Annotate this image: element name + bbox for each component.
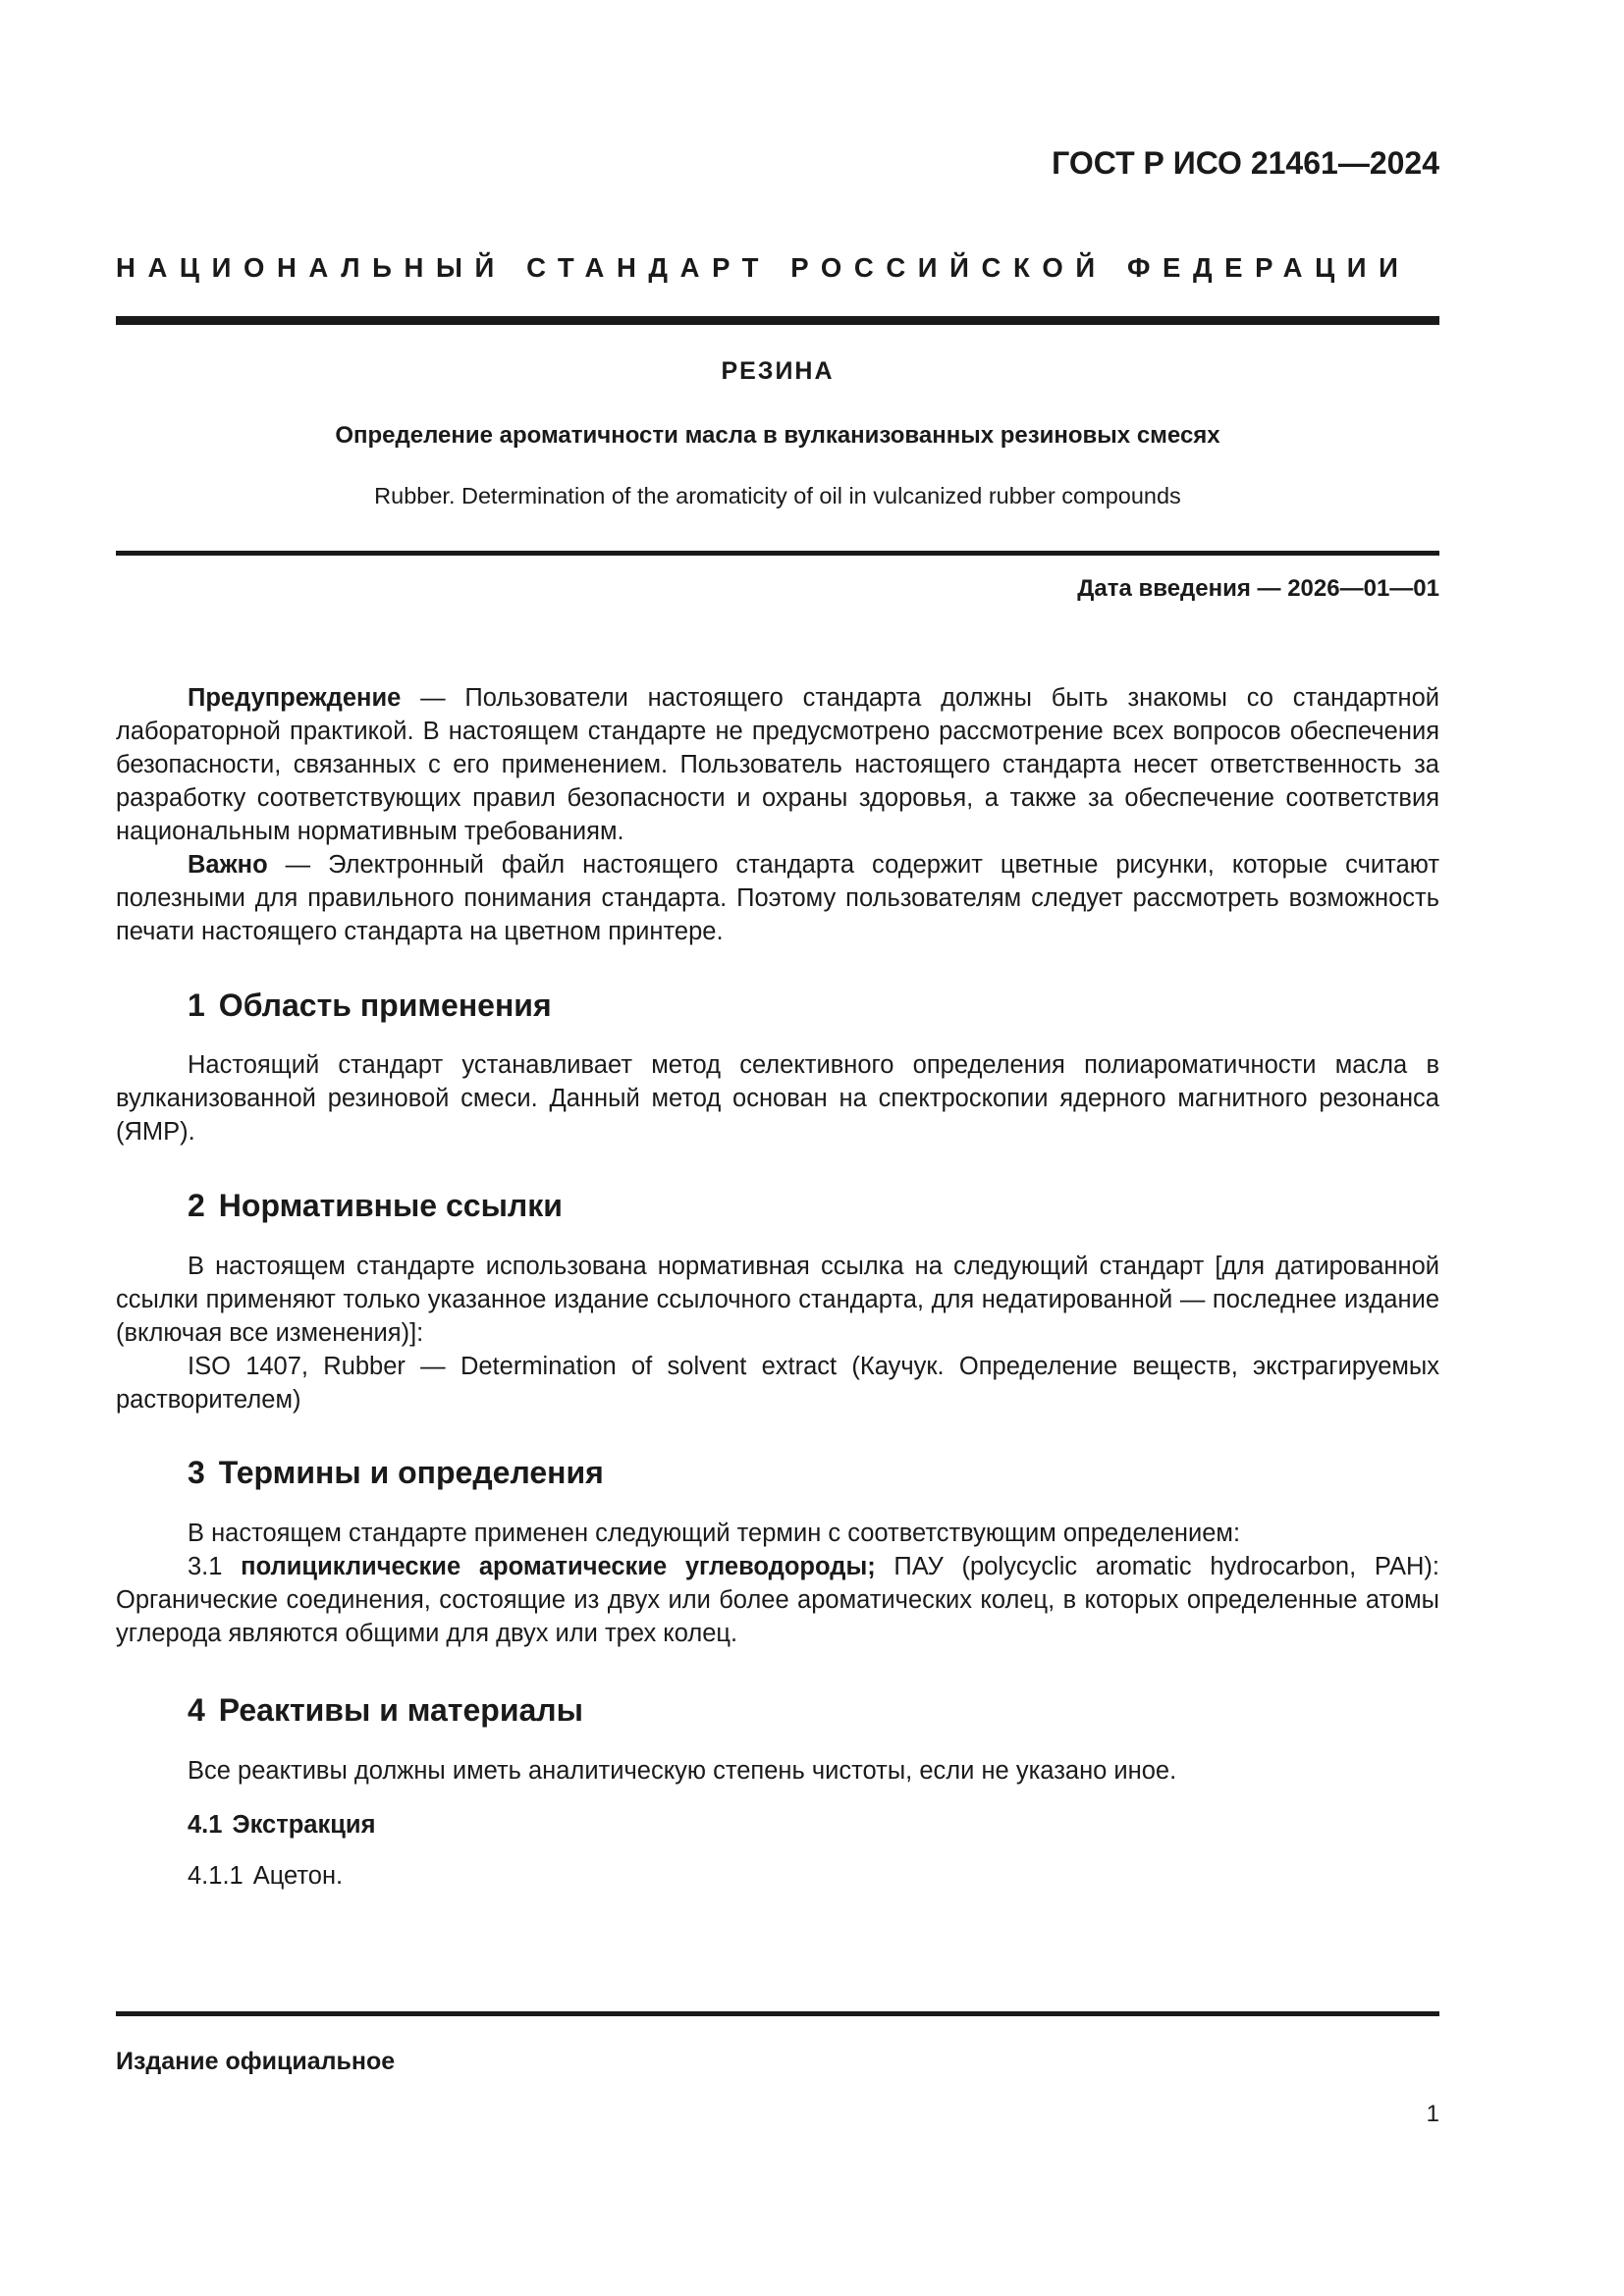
section-number: 1 bbox=[188, 988, 205, 1023]
section-title: Реактивы и материалы bbox=[218, 1692, 583, 1728]
official-edition-label: Издание официальное bbox=[116, 2048, 396, 2075]
section-1-text: Настоящий стандарт устанавливает метод селективного определения полиароматичности масла в вулканизованной резиновой смеси. Данный метод основан на спектроскопии ядерного магнитного резонанса (ЯМР). bbox=[116, 1051, 1439, 1146]
section-2-heading bbox=[188, 1188, 563, 1224]
section-title: Область применения bbox=[218, 988, 552, 1023]
section-3-heading bbox=[188, 1455, 604, 1491]
national-standard-heading: НАЦИОНАЛЬНЫЙ СТАНДАРТ РОССИЙСКОЙ ФЕДЕРАЦИИ bbox=[116, 252, 1411, 283]
section-3-text: В настоящем стандарте применен следующий термин с соответствующим определением: bbox=[188, 1520, 1241, 1547]
warning-text: — Пользователи настоящего стандарта должны быть знакомы со стандартной лабораторной практикой. В настоящем стандарте не предусмотрено рассмотрение всех вопросов обеспечения безопасности, связанных с его применением. Пользователь настоящего стандарта несет ответственность за разработку соответствующих правил безопасности и охраны здоровья, а также за обеспечение соответствия национальным нормативным требованиям. bbox=[116, 684, 1439, 845]
normative-reference: ISO 1407, Rubber — Determination of solvent extract (Каучук. Определение веществ, экстрагируемых растворителем) bbox=[116, 1353, 1439, 1414]
section-title: Термины и определения bbox=[218, 1455, 604, 1490]
document-title-english: Rubber. Determination of the aromaticity of oil in vulcanized rubber compounds bbox=[374, 483, 1181, 508]
section-title: Нормативные ссылки bbox=[218, 1188, 563, 1223]
term-definition-text: ПАУ (polycyclic aromatic hydrocarbon, PAH): Органические соединения, состоящие из двух или более ароматических колец, в которых определенные атомы углерода являются общими для двух или трех колец. bbox=[116, 1553, 1439, 1647]
document-code: ГОСТ Р ИСО 21461—2024 bbox=[1052, 145, 1439, 181]
section-4-heading bbox=[188, 1692, 583, 1729]
item-number: 4.1.1 bbox=[188, 1862, 244, 1890]
warning-label: Предупреждение bbox=[188, 684, 402, 712]
section-1-heading bbox=[188, 988, 552, 1024]
term-definition bbox=[116, 1550, 1439, 1650]
title-divider bbox=[116, 551, 1439, 556]
important-text: — Электронный файл настоящего стандарта содержит цветные рисунки, которые считают полезными для правильного понимания стандарта. Поэтому пользователям следует рассмотреть возможность печати настоящего стандарта на цветном принтере. bbox=[116, 851, 1439, 945]
subsection-title: Экстракция bbox=[232, 1811, 376, 1839]
subsection-number: 4.1 bbox=[188, 1811, 223, 1839]
introduction-date: Дата введения — 2026—01—01 bbox=[1077, 575, 1439, 602]
important-label: Важно bbox=[188, 851, 268, 879]
item-text: Ацетон. bbox=[252, 1862, 344, 1890]
section-number: 3 bbox=[188, 1455, 205, 1490]
header-divider bbox=[116, 316, 1439, 325]
footer-divider bbox=[116, 2011, 1439, 2016]
important-paragraph bbox=[116, 848, 1439, 948]
term-name: полициклические ароматические углеводороды; bbox=[241, 1553, 876, 1580]
page-number: 1 bbox=[1426, 2101, 1439, 2127]
section-4-text: Все реактивы должны иметь аналитическую степень чистоты, если не указано иное. bbox=[188, 1757, 1177, 1785]
section-number: 4 bbox=[188, 1692, 205, 1728]
section-number: 2 bbox=[188, 1188, 205, 1223]
document-title: РЕЗИНА bbox=[721, 357, 835, 385]
subsection-4-1-heading bbox=[188, 1811, 375, 1840]
warning-paragraph bbox=[116, 681, 1439, 848]
section-2-text: В настоящем стандарте использована нормативная ссылка на следующий стандарт [для датированной ссылки применяют только указанное издание ссылочного стандарта, для недатированной — последнее издание (включая все изменения)]: bbox=[116, 1253, 1439, 1347]
item-4-1-1 bbox=[188, 1862, 343, 1891]
term-number: 3.1 bbox=[188, 1553, 223, 1580]
document-subtitle: Определение ароматичности масла в вулканизованных резиновых смесях bbox=[335, 422, 1220, 449]
